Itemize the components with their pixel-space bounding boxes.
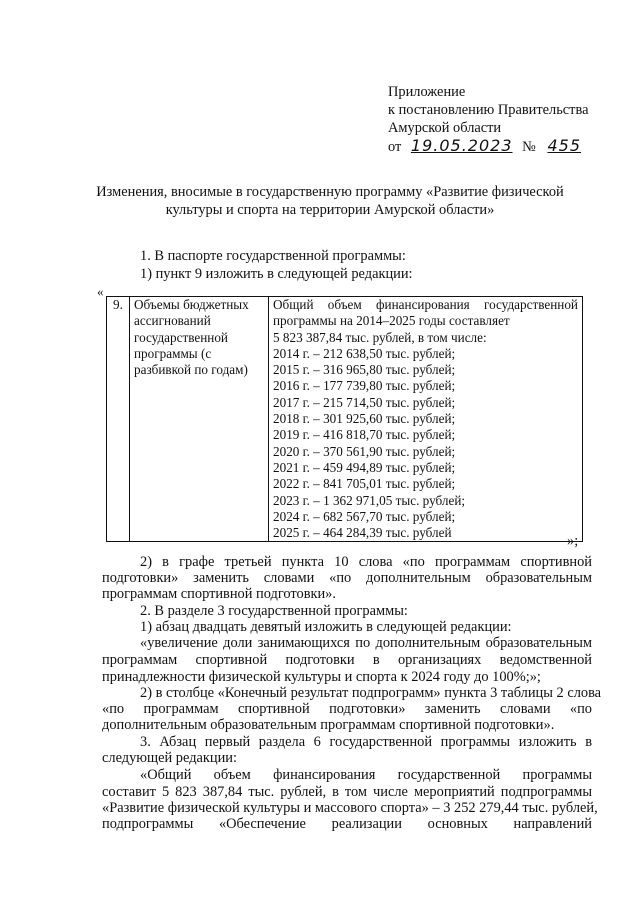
- content-intro-line: 5 823 387,84 тыс. рублей, в том числе:: [273, 329, 487, 345]
- paragraph-line: «Развитие физической культуры и массового спорта» – 3 252 279,44 тыс. рублей,: [102, 800, 598, 816]
- row-name-line: ассигнований: [134, 313, 211, 329]
- row-name-cell: [130, 297, 269, 542]
- paragraph-line: 3. Абзац первый раздела 6 государственной программы изложить в: [140, 734, 592, 750]
- year-line: 2016 г. – 177 739,80 тыс. рублей;: [273, 378, 456, 394]
- financing-table: [106, 296, 583, 542]
- year-line: 2019 г. – 416 818,70 тыс. рублей;: [273, 427, 456, 443]
- close-quote: »;: [567, 533, 579, 549]
- date-prefix: от: [388, 139, 402, 155]
- row-name-line: программы (с: [134, 345, 212, 361]
- paragraph-line: программам спортивной подготовки».: [102, 586, 336, 602]
- paragraph-line: подпрограммы «Обеспечение реализации основных направлений: [102, 816, 592, 832]
- appendix-label: Приложение: [388, 84, 466, 100]
- row-content-cell: [269, 297, 583, 542]
- paragraph-line: 2) в графе третьей пункта 10 слова «по программам спортивной: [140, 554, 592, 570]
- paragraph-line: дополнительным образовательным программам спортивной подготовки».: [102, 717, 555, 733]
- paragraph-line: принадлежности физической культуры и спорта к 2024 году до 100%;»;: [102, 669, 541, 685]
- handwritten-number: 455: [547, 136, 582, 155]
- document-title: [90, 183, 570, 219]
- paragraph-line: 2. В разделе 3 государственной программы:: [140, 603, 408, 619]
- content-intro-line: программы на 2014–2025 годы составляет: [273, 313, 510, 329]
- year-line: 2024 г. – 682 567,70 тыс. рублей;: [273, 508, 456, 524]
- row-name-line: разбивкой по годам): [134, 362, 248, 378]
- year-line: 2018 г. – 301 925,60 тыс. рублей;: [273, 411, 456, 427]
- appendix-date-line: [388, 137, 628, 156]
- open-quote: «: [97, 284, 104, 299]
- content-intro-line: Общий объем финансирования государственной: [273, 297, 578, 312]
- year-line: 2014 г. – 212 638,50 тыс. рублей;: [273, 345, 456, 361]
- appendix-region: Амурской области: [388, 120, 502, 136]
- paragraph-line: составит 5 823 387,84 тыс. рублей, в том числе мероприятий подпрограммы: [102, 784, 592, 800]
- row-name-line: Объемы бюджетных: [134, 297, 249, 312]
- title-line-2: культуры и спорта на территории Амурской области»: [165, 202, 495, 218]
- section1-heading: 1. В паспорте государственной программы:: [140, 248, 406, 264]
- year-line: 2020 г. – 370 561,90 тыс. рублей;: [273, 443, 456, 459]
- section1-sub1: 1) пункт 9 изложить в следующей редакции:: [140, 266, 413, 282]
- year-line: 2015 г. – 316 965,80 тыс. рублей;: [273, 362, 456, 378]
- appendix-block: [388, 83, 628, 156]
- paragraph-line: программам спортивной подготовки в организациях ведомственной: [102, 652, 592, 668]
- appendix-resolution: к постановлению Правительства: [388, 102, 589, 118]
- paragraph-line: «по программам спортивной подготовки» заменить словами «по: [102, 701, 592, 717]
- paragraph-line: 2) в столбце «Конечный результат подпрограмм» пункта 3 таблицы 2 слова: [140, 685, 602, 701]
- year-line: 2022 г. – 841 705,01 тыс. рублей;: [273, 476, 456, 492]
- year-line: 2017 г. – 215 714,50 тыс. рублей;: [273, 394, 456, 410]
- paragraph-line: подготовки» заменить словами «по дополнительным образовательным: [102, 570, 592, 586]
- paragraph-line: «Общий объем финансирования государственной программы: [140, 767, 592, 783]
- row-number: 9.: [107, 297, 130, 542]
- handwritten-date: 19.05.2023: [410, 136, 513, 155]
- paragraph-line: «увеличение доли занимающихся по дополнительным образовательным: [140, 635, 592, 651]
- row-name-line: государственной: [134, 329, 228, 345]
- year-line: 2021 г. – 459 494,89 тыс. рублей;: [273, 459, 456, 475]
- year-line: 2025 г. – 464 284,39 тыс. рублей: [273, 525, 452, 541]
- year-line: 2023 г. – 1 362 971,05 тыс. рублей;: [273, 492, 466, 508]
- paragraph-line: 1) абзац двадцать девятый изложить в следующей редакции:: [140, 619, 512, 635]
- number-sign: №: [522, 139, 536, 155]
- title-line-1: Изменения, вносимые в государственную программу «Развитие физической: [96, 184, 564, 200]
- paragraph-line: следующей редакции:: [102, 750, 237, 766]
- table-row: [107, 297, 583, 542]
